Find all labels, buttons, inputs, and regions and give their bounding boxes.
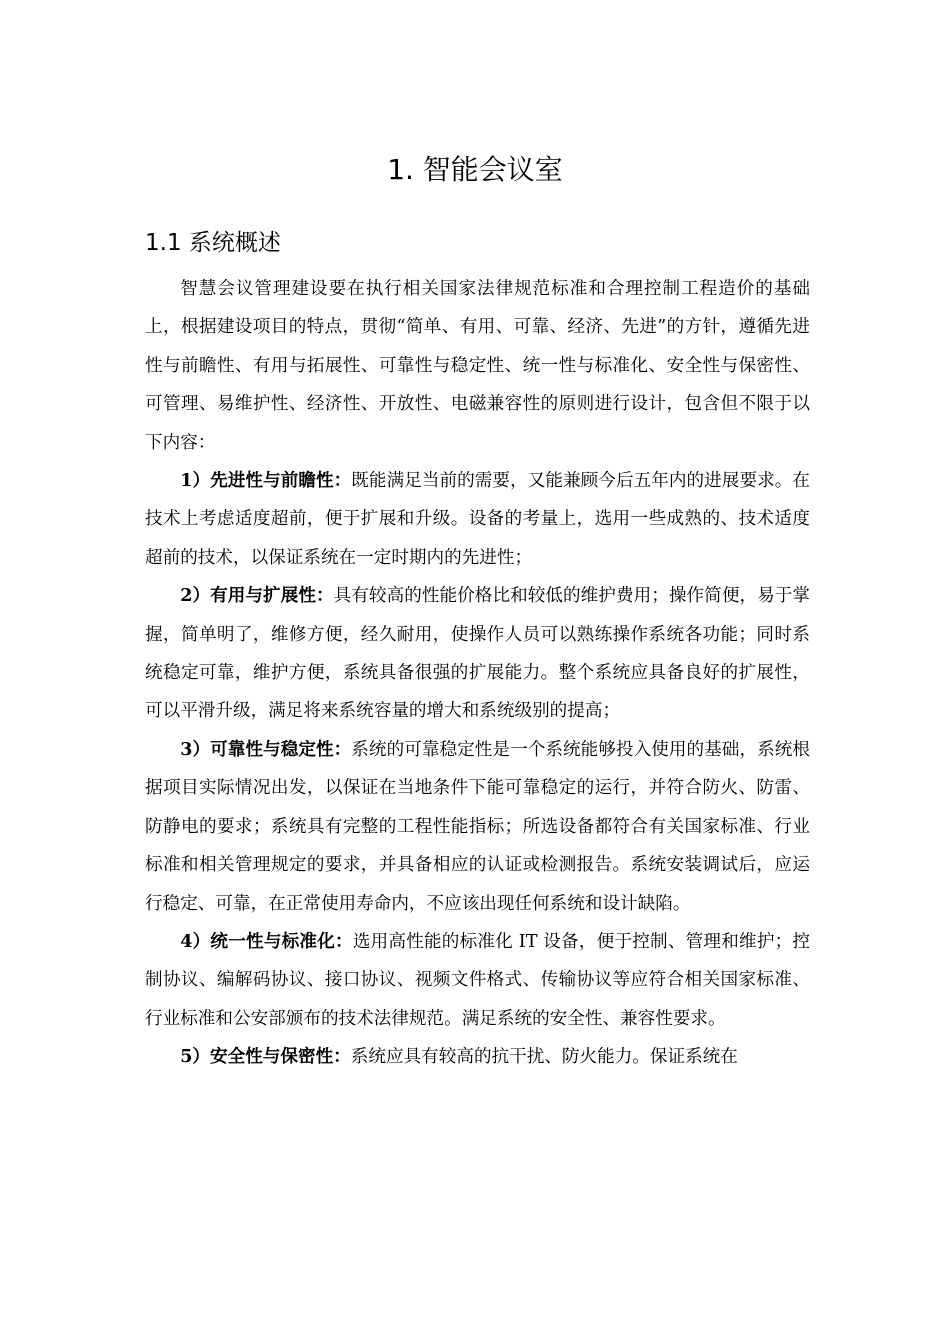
item-text-4: 选用高性能的标准化 IT 设备，便于控制、管理和维护；控制协议、编解码协议、接口协议、视频文件格式、传输协议等应符合相关国家标准、行业标准和公安部颁布的技术法律规范。满足系统的安全性、兼容性要求。 (145, 931, 811, 1029)
item-paragraph-4 (145, 923, 810, 1038)
item-paragraph-3 (145, 731, 810, 923)
section-heading: 1.1 系统概述 (145, 230, 281, 256)
item-lead-4: 4）统一性与标准化： (180, 930, 353, 952)
item-lead-1: 1）先进性与前瞻性： (180, 470, 352, 492)
item-text-1: 既能满足当前的需要，又能兼顾今后五年内的进展要求。在技术上考虑适度超前，便于扩展和升级。设备的考量上，选用一些成熟的、技术适度超前的技术，以保证系统在一定时期内的先进性； (145, 471, 810, 568)
item-lead-3: 3）可靠性与稳定性： (180, 738, 352, 760)
item-text-5: 系统应具有较高的抗干扰、防火能力。保证系统在 (350, 1047, 738, 1068)
item-paragraph-2 (145, 577, 810, 731)
item-text-2: 具有较高的性能价格比和较低的维护费用；操作简便，易于掌握，简单明了，维修方便，经久耐用，使操作人员可以熟练操作系统各功能；同时系统稳定可靠，维护方便，系统具备很强的扩展能力。整个系统应具备良好的扩展性，可以平滑升级，满足将来系统容量的增大和系统级别的提高； (145, 586, 810, 722)
document-title: 1. 智能会议室 (387, 153, 563, 186)
document-body (145, 270, 810, 1077)
item-text-3: 系统的可靠稳定性是一个系统能够投入使用的基础，系统根据项目实际情况出发，以保证在当地条件下能可靠稳定的运行，并符合防火、防雷、防静电的要求；系统具有完整的工程性能指标；所选设备都符合有关国家标准、行业标准和相关管理规定的要求，并具备相应的认证或检测报告。系统安装调试后，应运行稳定、可靠，在正常使用寿命内，不应该出现任何系统和设计缺陷。 (145, 739, 810, 914)
item-lead-5: 5）安全性与保密性： (180, 1046, 351, 1068)
item-paragraph-5 (145, 1038, 810, 1076)
item-lead-2: 2）有用与扩展性： (180, 585, 334, 607)
intro-paragraph: 智慧会议管理建设要在执行相关国家法律规范标准和合理控制工程造价的基础上，根据建设项目的特点，贯彻“简单、有用、可靠、经济、先进”的方针，遵循先进性与前瞻性、有用与拓展性、可靠性与稳定性、统一性与标准化、安全性与保密性、可管理、易维护性、经济性、开放性、电磁兼容性的原则进行设计，包含但不限于以下内容： (145, 279, 810, 453)
item-paragraph-1 (145, 462, 810, 577)
